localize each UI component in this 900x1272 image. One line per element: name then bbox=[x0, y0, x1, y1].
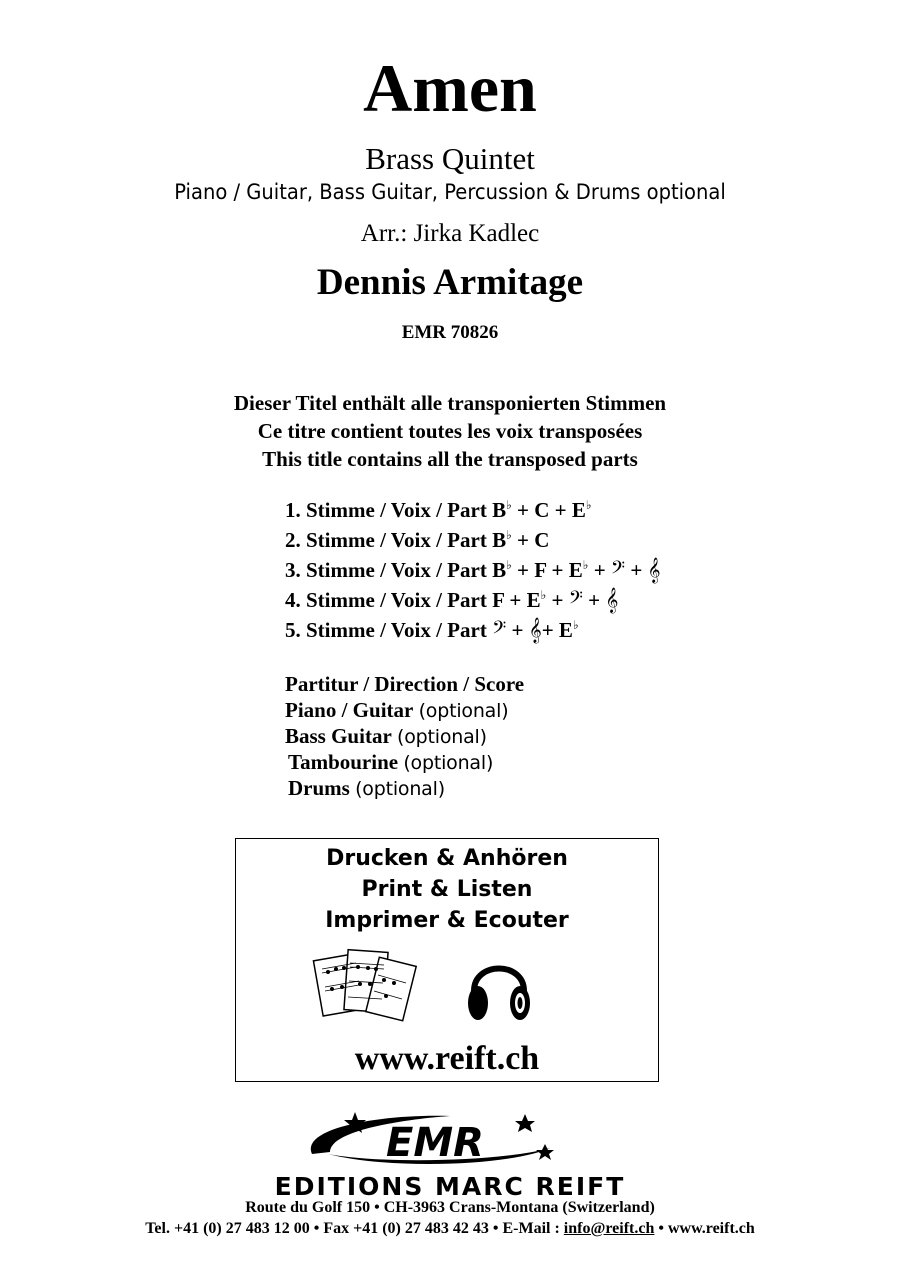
part-4: 4. Stimme / Voix / Part F + E♭ + 𝄢 + 𝄞 bbox=[285, 588, 619, 613]
promo-box bbox=[235, 838, 659, 1082]
subtitle: Brass Quintet bbox=[365, 141, 535, 176]
arranger: Arr.: Jirka Kadlec bbox=[360, 220, 540, 247]
bass-clef-icon: 𝄢 bbox=[568, 588, 583, 613]
flat-icon: ♭ bbox=[506, 528, 512, 542]
emr-logo bbox=[300, 1108, 570, 1174]
sheet-music-icon bbox=[310, 947, 420, 1025]
part-5: 5. Stimme / Voix / Part 𝄢 + 𝄞+ E♭ bbox=[285, 618, 579, 643]
promo-line-german: Drucken & Anhören bbox=[326, 846, 568, 871]
flat-icon: ♭ bbox=[506, 498, 512, 512]
extra-bass-guitar: Bass Guitar (optional) bbox=[285, 724, 487, 748]
publisher-name: EDITIONS MARC REIFT bbox=[274, 1172, 626, 1201]
catalog-number: EMR 70826 bbox=[401, 322, 499, 343]
flat-icon: ♭ bbox=[506, 558, 512, 572]
promo-url[interactable]: www.reift.ch bbox=[354, 1040, 540, 1077]
headphones-icon bbox=[464, 949, 534, 1025]
title: Amen bbox=[363, 50, 537, 126]
instrumentation: Piano / Guitar, Bass Guitar, Percussion & Drums optional bbox=[174, 180, 726, 204]
flat-icon: ♭ bbox=[572, 618, 579, 632]
flat-icon: ♭ bbox=[585, 498, 592, 512]
part-1: 1. Stimme / Voix / Part B♭ + C + E♭ bbox=[285, 498, 592, 522]
publisher-contact: Tel. +41 (0) 27 483 12 00 • Fax +41 (0) 27 483 42 43 • E-Mail : info@reift.ch • www.reift.ch bbox=[145, 1220, 755, 1237]
part-2: 2. Stimme / Voix / Part B♭ + C bbox=[285, 528, 550, 552]
treble-clef-icon: 𝄞 bbox=[605, 588, 619, 613]
extra-drums: Drums (optional) bbox=[288, 776, 445, 800]
extra-piano: Piano / Guitar (optional) bbox=[285, 698, 509, 722]
promo-line-french: Imprimer & Ecouter bbox=[325, 908, 569, 933]
logo-text: EMR bbox=[386, 1120, 484, 1166]
treble-clef-icon: 𝄞 bbox=[647, 558, 661, 583]
notice-french: Ce titre contient toutes les voix transposées bbox=[257, 419, 643, 443]
bass-clef-icon: 𝄢 bbox=[492, 618, 507, 643]
flat-icon: ♭ bbox=[582, 558, 589, 572]
flat-icon: ♭ bbox=[540, 588, 547, 602]
composer: Dennis Armitage bbox=[316, 262, 584, 303]
part-3: 3. Stimme / Voix / Part B♭ + F + E♭ + 𝄢 + 𝄞 bbox=[285, 558, 661, 583]
extra-score: Partitur / Direction / Score bbox=[285, 672, 525, 696]
notice-german: Dieser Titel enthält alle transponierten Stimmen bbox=[233, 391, 667, 415]
extra-tambourine: Tambourine (optional) bbox=[288, 750, 494, 774]
publisher-address: Route du Golf 150 • CH-3963 Crans-Montana (Switzerland) bbox=[245, 1199, 655, 1216]
bass-clef-icon: 𝄢 bbox=[610, 558, 626, 583]
notice-english: This title contains all the transposed parts bbox=[262, 447, 638, 471]
email-link[interactable]: info@reift.ch bbox=[563, 1220, 655, 1237]
treble-clef-icon: 𝄞 bbox=[528, 618, 542, 643]
promo-line-english: Print & Listen bbox=[361, 877, 533, 902]
